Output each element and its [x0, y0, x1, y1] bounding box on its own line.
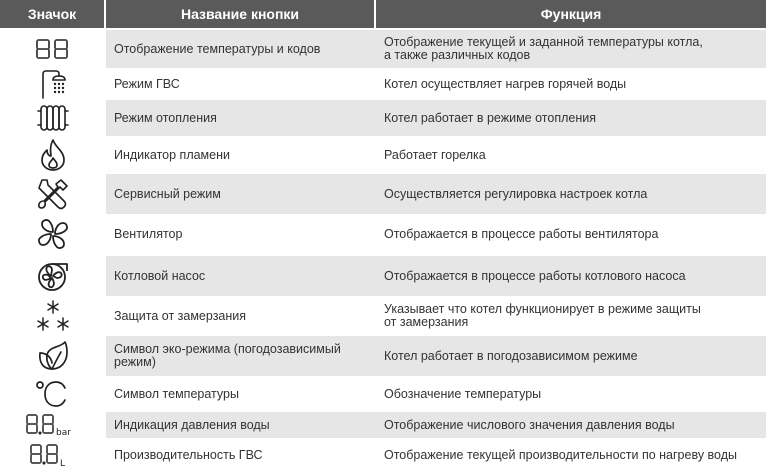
- table-row: [0, 136, 766, 174]
- table-row: [0, 256, 766, 296]
- row-function: Отображение текущей производительности по нагреву воды: [384, 447, 738, 462]
- table-row: [0, 174, 766, 214]
- table-row: [0, 440, 766, 470]
- snowflakes-icon: [0, 296, 106, 336]
- row-name: Индикатор пламени: [114, 147, 230, 162]
- flame-icon: [0, 136, 106, 174]
- row-function: Обозначение температуры: [384, 386, 542, 401]
- row-name: Котловой насос: [106, 256, 376, 296]
- wrench-screwdriver-icon: [0, 174, 106, 214]
- table-row: [0, 214, 766, 254]
- table-row: [0, 336, 766, 376]
- leaf-icon: [0, 336, 106, 376]
- row-name: Режим отопления: [106, 100, 376, 136]
- row-name: Сервисный режим: [106, 174, 376, 214]
- row-function: Указывает что котел функционирует в режиме защиты от замерзания: [384, 302, 701, 329]
- row-function: Осуществляется регулировка настроек котла: [376, 174, 766, 214]
- dhw-capacity-icon: [0, 440, 106, 470]
- row-name: Отображение температуры и кодов: [106, 30, 376, 68]
- capacity-unit: L: [60, 459, 66, 467]
- row-function: Котел работает в погодозависимом режиме: [376, 336, 766, 376]
- celsius-icon: [0, 376, 106, 412]
- table-header: [0, 0, 766, 28]
- header-function: Функция: [376, 0, 766, 28]
- pressure-bar-icon: [0, 412, 106, 438]
- row-function: Работает горелка: [384, 147, 486, 162]
- table-row: [0, 100, 766, 136]
- header-icon: Значок: [0, 0, 104, 28]
- radiator-icon: [0, 100, 106, 136]
- row-name: Символ температуры: [114, 386, 239, 401]
- table-row: [0, 30, 766, 68]
- row-function: Отображение текущей и заданной температуры котла, а также различных кодов: [376, 30, 766, 68]
- row-name: Символ эко-режима (погодозависимый режим): [106, 336, 376, 376]
- seven-segment-88-icon: [0, 30, 106, 68]
- row-function: Отображается в процессе работы котлового насоса: [376, 256, 766, 296]
- row-function: Котел осуществляет нагрев горячей воды: [384, 76, 627, 91]
- row-name: Вентилятор: [114, 226, 183, 241]
- row-name: Производительность ГВС: [114, 447, 263, 462]
- table-row: [0, 68, 766, 100]
- row-name: Режим ГВС: [114, 76, 180, 91]
- pressure-unit: bar: [56, 428, 71, 437]
- table-row: [0, 296, 766, 336]
- shower-icon: [0, 68, 106, 100]
- row-function: Отображение числового значения давления воды: [376, 412, 766, 438]
- fan-icon: [0, 214, 106, 254]
- header-name: Название кнопки: [106, 0, 374, 28]
- row-name: Индикация давления воды: [106, 412, 376, 438]
- table-row: [0, 376, 766, 412]
- table-row: [0, 412, 766, 438]
- row-function: Отображается в процессе работы вентилятора: [384, 226, 659, 241]
- row-function: Котел работает в режиме отопления: [376, 100, 766, 136]
- pump-icon: [0, 256, 106, 296]
- row-name: Защита от замерзания: [114, 308, 247, 323]
